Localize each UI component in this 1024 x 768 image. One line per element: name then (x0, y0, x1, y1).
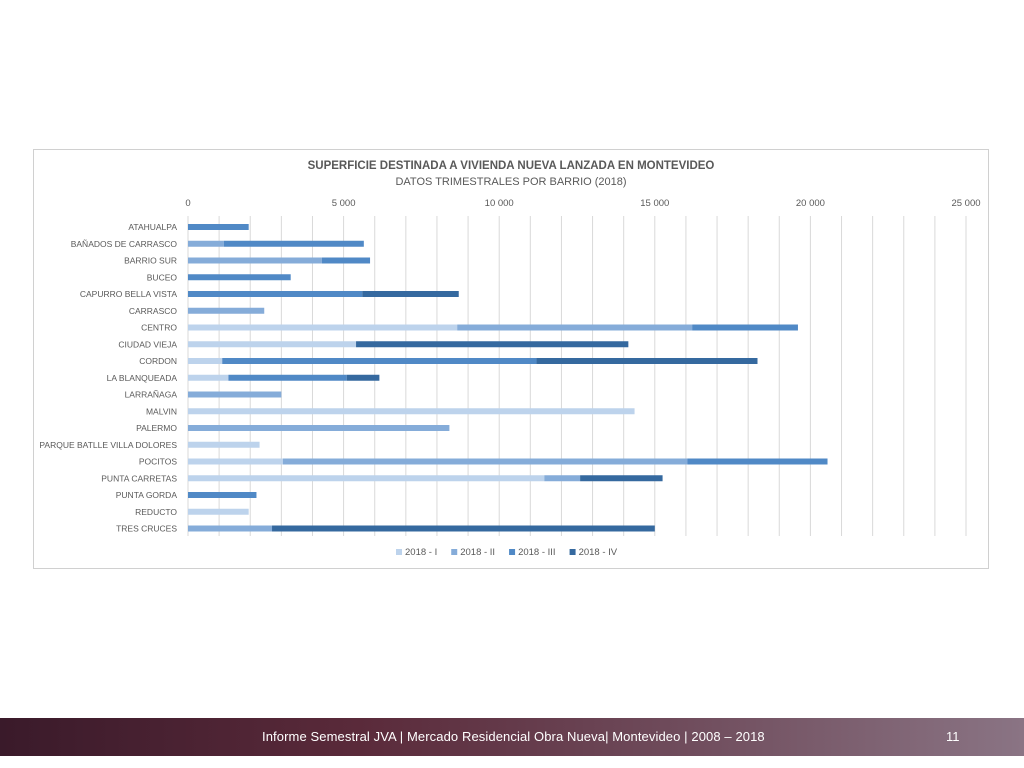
x-tick-label: 10 000 (484, 198, 514, 209)
bar-3-4 (188, 291, 362, 297)
bar-2-6 (457, 325, 692, 331)
bar-3-6 (692, 325, 798, 331)
category-label: CENTRO (141, 322, 177, 333)
x-tick-label: 15 000 (640, 198, 670, 209)
bar-1-17 (188, 509, 249, 515)
category-label: TRES CRUCES (116, 523, 177, 534)
bar-4-4 (362, 291, 458, 297)
page-number: 11 (946, 729, 960, 744)
legend-swatch (509, 549, 515, 555)
category-label: MALVIN (145, 406, 177, 417)
footer-bar (0, 718, 1024, 756)
legend-label: 2018 - II (460, 547, 496, 558)
legend-label: 2018 - IV (578, 547, 618, 558)
category-label: PARQUE BATLLE VILLA DOLORES (39, 439, 177, 450)
bar-3-9 (228, 375, 346, 381)
bar-1-14 (188, 459, 283, 465)
bar-1-9 (188, 375, 228, 381)
bar-2-14 (283, 459, 688, 465)
x-tick-label: 20 000 (795, 198, 825, 209)
category-label: BAÑADOS DE CARRASCO (70, 238, 177, 249)
legend-swatch (451, 549, 457, 555)
bar-1-6 (188, 325, 457, 331)
category-label: CORDON (139, 356, 177, 367)
category-label: LARRAÑAGA (124, 389, 177, 400)
category-label: CIUDAD VIEJA (118, 339, 177, 350)
bar-2-1 (188, 241, 224, 247)
bar-4-18 (272, 526, 655, 532)
bar-3-16 (188, 492, 256, 498)
category-label: POCITOS (138, 456, 177, 467)
bar-2-12 (188, 425, 449, 431)
x-tick-label: 5 000 (331, 198, 356, 209)
footer-text: Informe Semestral JVA | Mercado Residencial Obra Nueva| Montevideo | 2008 – 2018 (262, 729, 765, 744)
category-label: PUNTA GORDA (115, 490, 177, 501)
chart-subtitle: DATOS TRIMESTRALES POR BARRIO (2018) (395, 176, 627, 188)
bar-4-8 (537, 358, 758, 364)
category-label: BUCEO (146, 272, 177, 283)
chart-container (33, 149, 989, 569)
bar-4-7 (356, 341, 628, 347)
bar-1-13 (188, 442, 260, 448)
category-label: BARRIO SUR (124, 255, 177, 266)
bar-4-9 (347, 375, 380, 381)
bar-2-2 (188, 258, 322, 264)
chart-title: SUPERFICIE DESTINADA A VIVIENDA NUEVA LANZADA EN MONTEVIDEO (307, 160, 715, 172)
bar-4-15 (580, 475, 662, 481)
bar-2-15 (544, 475, 580, 481)
bar-3-14 (687, 459, 827, 465)
category-label: CARRASCO (128, 305, 177, 316)
x-tick-label: 0 (185, 198, 191, 209)
bar-1-7 (188, 341, 356, 347)
bar-2-5 (188, 308, 264, 314)
legend-label: 2018 - III (518, 547, 556, 558)
category-label: LA BLANQUEADA (106, 372, 177, 383)
legend-swatch (396, 549, 402, 555)
bar-3-8 (222, 358, 536, 364)
category-label: PALERMO (136, 423, 177, 434)
bar-3-3 (188, 274, 291, 280)
category-label: CAPURRO BELLA VISTA (79, 289, 177, 300)
legend-swatch (570, 549, 576, 555)
bar-1-8 (188, 358, 222, 364)
bar-1-15 (188, 475, 544, 481)
bar-3-2 (322, 258, 370, 264)
bar-2-10 (188, 392, 281, 398)
category-label: ATAHUALPA (128, 222, 177, 233)
bar-1-11 (188, 408, 635, 414)
category-label: PUNTA CARRETAS (101, 473, 177, 484)
bar-3-0 (188, 224, 249, 230)
bar-3-1 (224, 241, 364, 247)
x-tick-label: 25 000 (951, 198, 981, 209)
bar-2-18 (188, 526, 272, 532)
category-label: REDUCTO (135, 506, 177, 517)
chart-svg (34, 150, 988, 568)
legend-label: 2018 - I (405, 547, 438, 558)
